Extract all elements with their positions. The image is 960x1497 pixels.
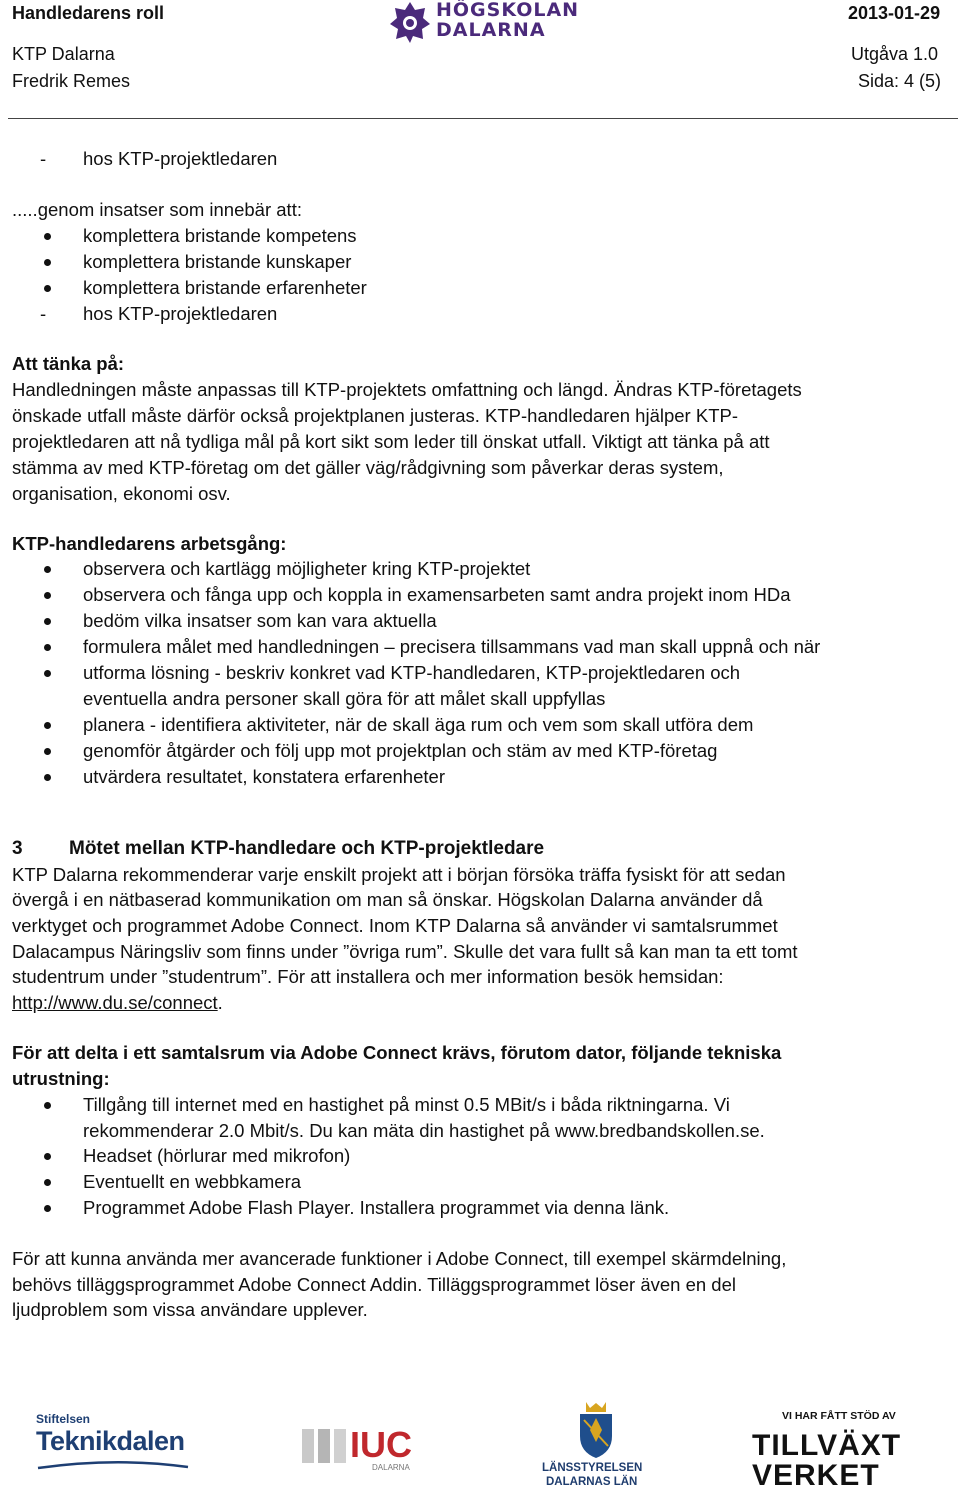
section-number: 3 (12, 838, 23, 859)
lansstyrelsen-line1: LÄNSSTYRELSEN (542, 1462, 643, 1474)
iuc-logo (302, 1425, 417, 1475)
author: Fredrik Remes (12, 71, 131, 91)
bullet-icon (44, 259, 51, 266)
document-title: Handledarens roll (12, 3, 165, 23)
bullet-icon (44, 722, 51, 729)
intro-text: .....genom insatser som innebär att: (12, 199, 302, 220)
bullet-icon (44, 1179, 51, 1186)
paragraph-line: För att kunna använda mer avancerade funktioner i Adobe Connect, till exempel skärmdelning, (12, 1248, 787, 1269)
process-heading: KTP-handledarens arbetsgång: (12, 533, 287, 554)
bullet-icon (44, 618, 51, 625)
section-title: Mötet mellan KTP-handledare och KTP-projektledare (69, 838, 545, 859)
tillvaxtverket-top: VI HAR FÅTT STÖD AV (782, 1410, 896, 1422)
bullet-icon (44, 748, 51, 755)
equipment-heading-line: utrustning: (12, 1068, 110, 1089)
paragraph-line: projektledaren att nå tydliga mål på kort sikt som leder till önskat utfall. Viktigt att tänka på att (12, 431, 770, 452)
hogskolan-dalarna-logo (388, 0, 588, 46)
iuc-stripes-icon (302, 1429, 346, 1463)
tillvaxtverket-logo (752, 1410, 902, 1495)
teknikdalen-main: Teknikdalen (36, 1426, 185, 1456)
paragraph-line: önskade utfall måste därför också projektplanen justeras. KTP-handledaren hjälper KTP- (12, 405, 738, 426)
coat-of-arms-icon (574, 1400, 618, 1460)
document-date: 2013-01-29 (848, 3, 941, 23)
paragraph-line: studentrum under ”studentrum”. För att installera och mer information besök hemsidan: (12, 966, 724, 987)
paragraph-line: övergå i en nätbaserad kommunikation om man så önskar. Högskolan Dalarna använder då (12, 889, 763, 910)
bullet-icon (44, 592, 51, 599)
university-emblem-icon (388, 0, 432, 44)
paragraph-line: stämma av med KTP-företag om det gäller väg/rådgivning som påverkar deras system, (12, 457, 724, 478)
paragraph-line: ljudproblem som vissa användare upplever. (12, 1299, 368, 1320)
bullet-icon (44, 644, 51, 651)
tillvaxtverket-line2: VERKET (752, 1459, 880, 1492)
lansstyrelsen-logo (542, 1400, 650, 1492)
bullet-icon (44, 1102, 51, 1109)
think-heading: Att tänka på: (12, 353, 125, 374)
equipment-heading-line: För att delta i ett samtalsrum via Adobe Connect krävs, förutom dator, följande tekniska (12, 1042, 782, 1063)
version: Utgåva 1.0 (851, 44, 939, 64)
teknikdalen-logo (36, 1412, 196, 1472)
paragraph-line: Dalacampus Näringsliv som finns under ”övriga rum”. Skulle det vara fullt så kan man ta ett tomt (12, 941, 798, 962)
bullet-icon (44, 774, 51, 781)
organization: KTP Dalarna (12, 44, 115, 64)
header-divider (8, 118, 958, 119)
bullet-icon (44, 566, 51, 573)
adobe-connect-link[interactable]: http://www.du.se/connect (12, 992, 218, 1013)
paragraph-line: KTP Dalarna rekommenderar varje enskilt projekt att i början försöka träffa fysiskt för att sedan (12, 864, 786, 885)
paragraph-line: verktyget och programmet Adobe Connect. Inom KTP Dalarna så använder vi samtalsrummet (12, 915, 778, 936)
paragraph-line: behövs tilläggsprogrammet Adobe Connect Addin. Tilläggsprogrammet löser även en del (12, 1274, 736, 1295)
page-number: Sida: 4 (5) (858, 71, 942, 91)
logo-line-2: DALARNA (436, 19, 546, 41)
iuc-main: IUC (350, 1424, 412, 1465)
lansstyrelsen-line2: DALARNAS LÄN (546, 1476, 638, 1488)
bullet-icon (44, 1205, 51, 1212)
tillvaxtverket-line1: TILLVÄXT (752, 1429, 902, 1462)
paragraph-line: Handledningen måste anpassas till KTP-projektets omfattning och längd. Ändras KTP-företagets (12, 379, 802, 400)
bullet-icon (44, 670, 51, 677)
paragraph-line: organisation, ekonomi osv. (12, 483, 231, 504)
logo-line-1: HÖGSKOLAN (436, 0, 580, 21)
bullet-icon (44, 233, 51, 240)
teknikdalen-swoosh-icon (36, 1459, 191, 1471)
iuc-sub: DALARNA (372, 1463, 410, 1472)
bullet-icon (44, 285, 51, 292)
bullet-icon (44, 1153, 51, 1160)
teknikdalen-top: Stiftelsen (36, 1412, 91, 1426)
link-line: http://www.du.se/connect. (12, 992, 223, 1013)
